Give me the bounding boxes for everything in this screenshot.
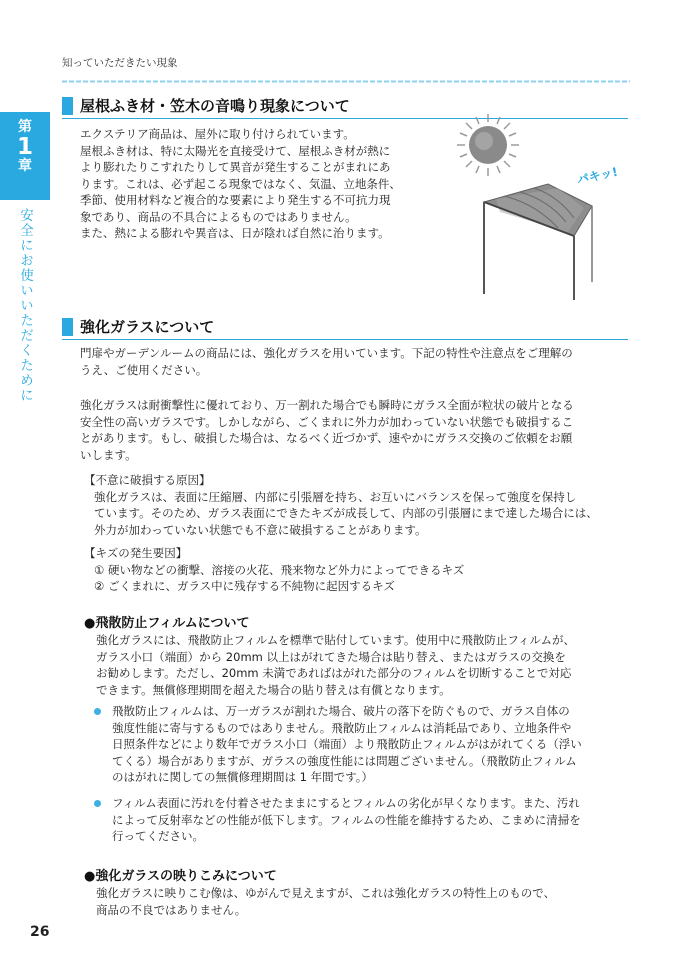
text-line: 象であり、商品の不具合によるものではありません。 [80, 209, 357, 224]
glass-body [80, 397, 574, 463]
heading-marker [62, 318, 73, 336]
text-line: 行ってください。 [112, 829, 204, 843]
page-number: 26 [30, 924, 50, 940]
heading-marker [62, 97, 73, 115]
glass-intro [80, 345, 573, 378]
section-roof-body [80, 126, 401, 242]
film-bullet-2 [112, 795, 581, 845]
text-line: フィルム表面に汚れを付着させたままにするとフィルムの劣化が早くなります。また、汚れ [112, 796, 580, 810]
list-item: ① 硬い物などの衝撃、溶接の火花、飛来物など外力によってできるキズ [94, 562, 465, 577]
text-line: また、熱による膨れや異音は、日が陰れば自然に治ります。 [80, 226, 390, 240]
bullet-dot [94, 800, 101, 807]
scratch-heading: 【キズの発生要因】 [84, 546, 188, 560]
text-line: 屋根ふき材は、特に太陽光を直接受けて、屋根ふき材が熱に [80, 143, 391, 158]
text-line: いします。 [80, 447, 137, 462]
reflection-title: ●強化ガラスの映りこみについて [84, 869, 277, 884]
text-line: 日照条件などにより数年でガラス小口（端面）より飛散防止フィルムがはがれてくる（浮い [112, 737, 582, 751]
text-line: ガラス小口（端面）から 20mm 以上はがれてきた場合は貼り替え、またはガラスの交換を [96, 649, 566, 664]
text-line: 強化ガラスは耐衝撃性に優れており、万一割れた場合でも瞬時にガラス全面が粒状の破片となる [80, 398, 574, 412]
text-line: とがあります。もし、破損した場合は、なるべく近づかず、速やかにガラス交換のご依頼をお願 [80, 431, 573, 445]
reflection-body [96, 885, 555, 918]
text-line: 飛散防止フィルムは、万一ガラスが割れた場合、破片の落下を防ぐもので、ガラス自体の [112, 704, 570, 718]
cause-heading: 【不意に破損する原因】 [84, 473, 211, 487]
text-line: 強度性能に寄与するものではありません。飛散防止フィルムは消耗品であり、立地条件や [112, 720, 572, 735]
roof-illustration [440, 112, 640, 308]
chapter-tab-prefix: 第 [18, 119, 32, 135]
film-body [96, 632, 575, 698]
text-line: エクステリア商品は、屋外に取り付けられています。 [80, 127, 355, 141]
scratch-block [84, 545, 464, 595]
text-line: うえ、ご使用ください。 [80, 362, 208, 377]
chapter-tab-suffix: 章 [18, 158, 32, 174]
text-line: てくる）場合がありますが、ガラスの強度性能には問題ございません。（飛散防止フィルム [112, 753, 577, 768]
text-line: 安全性の高いガラスです。しかしながら、ごくまれに外力が加わっていない状態でも破損するこ [80, 414, 574, 429]
text-line: によって反射率などの性能が低下します。フィルムの性能を維持するため、こまめに清掃を [112, 812, 581, 827]
text-line: 強化ガラスに映りこむ像は、ゆがんで見えますが、これは強化ガラスの特性上のもので、 [96, 886, 556, 900]
bullet-dot [94, 708, 101, 715]
chapter-tab [0, 112, 50, 200]
chapter-title-vertical: 安全にお使いいただくために [17, 208, 33, 403]
text-line: ています。そのため、ガラス表面にできたキズが成長して、内部の引張層にまで達した場合には、 [94, 506, 598, 520]
text-line: 強化ガラスには、飛散防止フィルムを標準で貼付しています。使用中に飛散防止フィルムが、 [96, 633, 575, 647]
text-line: 外力が加わっていない状態でも不意に破損することがあります。 [94, 522, 427, 537]
text-line: より膨れたりこすれたりして異音が発生することがまれにあ [80, 160, 391, 174]
section-glass-heading [62, 317, 628, 340]
carport-roof [484, 184, 592, 300]
sun-icon [457, 114, 519, 176]
text-line: できます。無償修理期間を超えた場合の貼り替えは有償となります。 [96, 682, 451, 697]
list-item: ② ごくまれに、ガラス中に残存する不純物に起因するキズ [94, 579, 395, 593]
text-line: 商品の不良ではありません。 [96, 902, 247, 917]
text-line: のはがれに関しての無償修理期間は 1 年間です。） [112, 770, 373, 784]
cause-block [84, 472, 598, 538]
text-line: 門扉やガーデンルームの商品には、強化ガラスを用いています。下記の特性や注意点をご理解の [80, 346, 573, 360]
header-divider [62, 80, 630, 83]
sound-effect-text: パキッ! [575, 164, 619, 187]
text-line: 季節、使用材料など複合的な要素により発生する不可抗力現 [80, 193, 391, 207]
running-header: 知っていただきたい現象 [62, 57, 178, 69]
text-line: お勧めします。ただし、20mm 未満であればはがれた部分のフィルムを切断することで対応 [96, 666, 572, 680]
section-glass-title: 強化ガラスについて [80, 318, 215, 336]
section-roof-title: 屋根ふき材・笠木の音鳴り現象について [80, 97, 350, 115]
text-line: 強化ガラスは、表面に圧縮層、内部に引張層を持ち、お互いにバランスを保って強度を保持し [94, 489, 577, 504]
chapter-number: 1 [16, 134, 33, 160]
text-line: ります。これは、必ず起こる現象ではなく、気温、立地条件、 [80, 176, 401, 191]
film-title: ●飛散防止フィルムについて [84, 616, 250, 631]
film-bullet-1 [112, 703, 582, 786]
